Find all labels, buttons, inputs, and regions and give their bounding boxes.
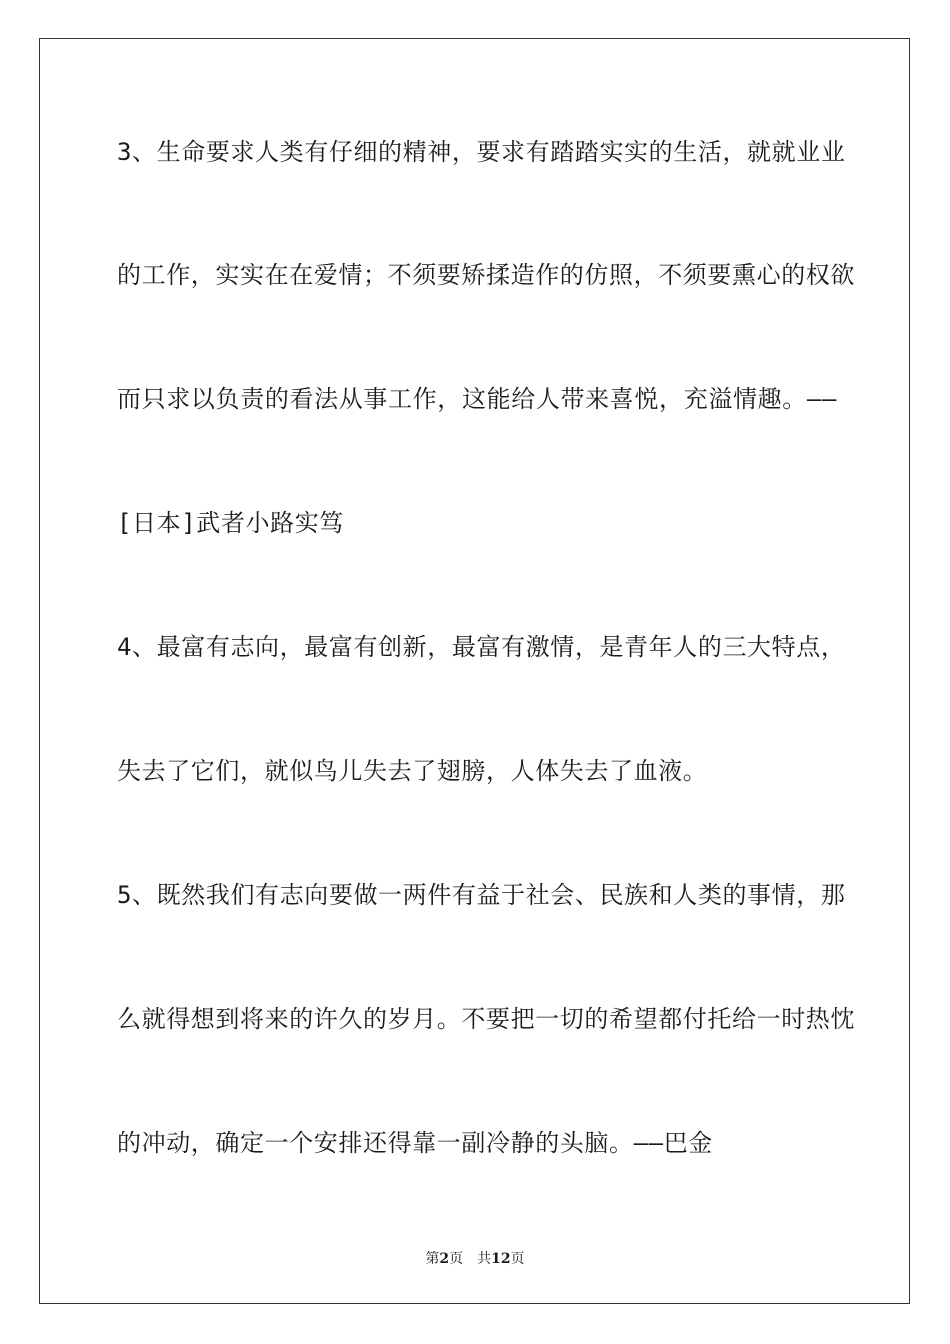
footer-page-suffix: 页 [449, 1251, 464, 1267]
paragraph-3-line-4: [日本]武者小路实笃 [117, 509, 344, 537]
footer-total-pages: 12 [491, 1251, 511, 1267]
page-footer [0, 1248, 950, 1268]
paragraph-3-line-1: 3、生命要求人类有仔细的精神，要求有踏踏实实的生活，就就业业 [117, 138, 846, 166]
paragraph-3-line-2: 的工作，实实在在爱情；不须要矫揉造作的仿照，不须要熏心的权欲 [117, 261, 855, 289]
footer-total-suffix: 页 [510, 1251, 525, 1267]
paragraph-5-line-3: 的冲动，确定一个安排还得靠一副冷静的头脑。——巴金 [117, 1129, 713, 1157]
paragraph-5-line-1: 5、既然我们有志向要做一两件有益于社会、民族和人类的事情，那 [117, 881, 846, 909]
paragraph-4-line-2: 失去了它们，就似鸟儿失去了翅膀，人体失去了血液。 [117, 757, 708, 785]
footer-page-number: 2 [439, 1251, 450, 1267]
footer-page-prefix: 第 [425, 1251, 440, 1267]
footer-total-prefix: 共 [477, 1251, 492, 1267]
paragraph-3-line-3: 而只求以负责的看法从事工作，这能给人带来喜悦，充溢情趣。—— [117, 385, 837, 413]
page-border [39, 38, 910, 1304]
paragraph-5-line-2: 么就得想到将来的许久的岁月。不要把一切的希望都付托给一时热忱 [117, 1005, 855, 1033]
paragraph-4-line-1: 4、最富有志向，最富有创新，最富有激情，是青年人的三大特点， [117, 633, 846, 661]
